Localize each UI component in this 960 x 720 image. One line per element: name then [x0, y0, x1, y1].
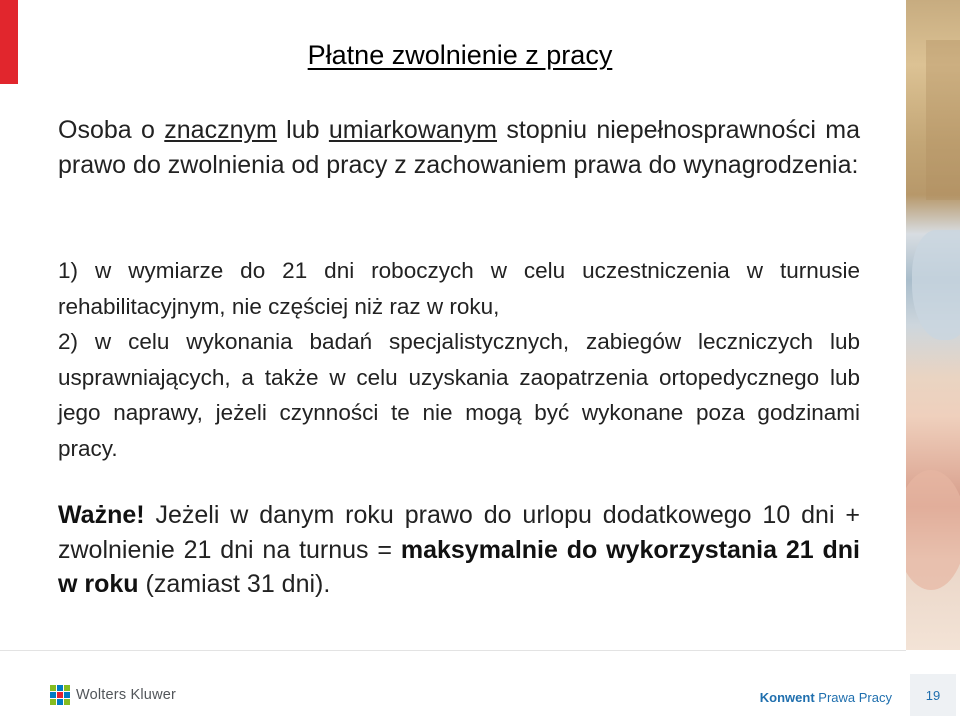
term-umiarkowanym: umiarkowanym	[328, 116, 498, 144]
list-item: 2) w celu wykonania badań specjalistycznych, zabiegów leczniczych lub usprawniających, a także w celu uzyskania zaopatrzenia ortopedycznego lub jego naprawy, jeżeli czynności te nie mogą być wykonane poza godzinami pracy.	[58, 329, 860, 461]
wolters-kluwer-logo-icon	[50, 685, 70, 705]
footer-divider	[0, 650, 906, 651]
rights-list	[58, 253, 860, 466]
brand-name: Konwent Prawa Pracy	[759, 690, 892, 705]
page-number: 19	[910, 674, 956, 716]
intro-paragraph: Osoba o znacznym lub umiarkowanym stopniu niepełnosprawności ma prawo do zwolnienia od pracy z zachowaniem prawa do wynagrodzenia:	[58, 116, 861, 179]
note-emphasis: maksymalnie do wykorzystania 21 dni w roku	[58, 535, 860, 598]
logo-text: Wolters Kluwer	[76, 687, 177, 703]
decorative-photo-strip	[906, 0, 960, 650]
slide-title: Płatne zwolnienie z pracy	[307, 40, 613, 70]
wolters-kluwer-logo	[50, 684, 176, 706]
important-note: Ważne! Jeżeli w danym roku prawo do urlopu dodatkowego 10 dni + zwolnienie 21 dni na turnus = maksymalnie do wykorzystania 21 dni w roku (zamiast 31 dni).	[58, 501, 860, 598]
list-item: 1) w wymiarze do 21 dni roboczych w celu uczestniczenia w turnusie rehabilitacyjnym, nie częściej niż raz w roku,	[58, 258, 860, 319]
note-label: Ważne!	[58, 501, 145, 529]
term-znacznym: znacznym	[164, 116, 277, 144]
